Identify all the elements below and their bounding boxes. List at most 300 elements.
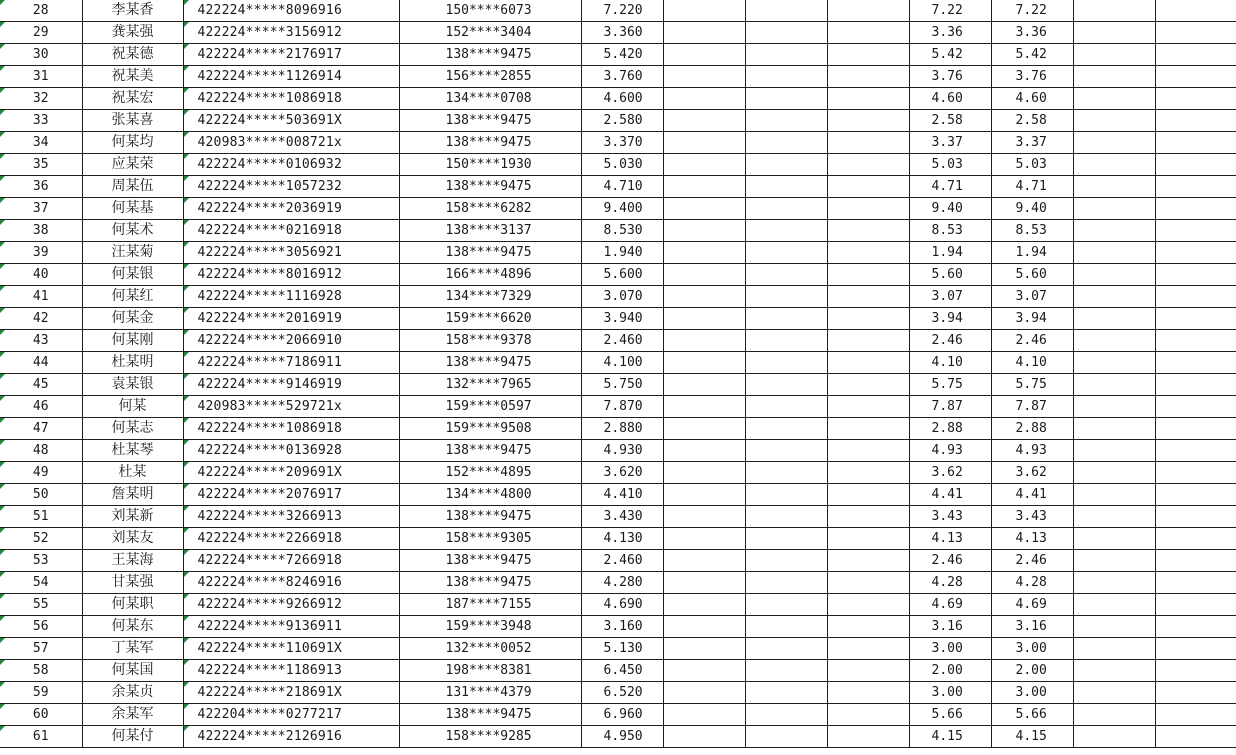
name-cell[interactable] bbox=[82, 594, 183, 616]
value-2-cell[interactable] bbox=[991, 110, 1073, 132]
id-number-cell[interactable] bbox=[183, 418, 399, 440]
empty-cell[interactable] bbox=[663, 528, 745, 550]
value-2-cell[interactable] bbox=[991, 264, 1073, 286]
empty-cell[interactable] bbox=[1073, 616, 1155, 638]
empty-cell[interactable] bbox=[663, 616, 745, 638]
value-1-cell[interactable] bbox=[909, 110, 991, 132]
empty-cell[interactable] bbox=[663, 220, 745, 242]
value-2-cell[interactable] bbox=[991, 22, 1073, 44]
value-2-cell[interactable] bbox=[991, 594, 1073, 616]
empty-cell[interactable] bbox=[1155, 462, 1236, 484]
row-number-cell[interactable] bbox=[0, 594, 82, 616]
amount-cell[interactable] bbox=[581, 88, 663, 110]
empty-cell[interactable] bbox=[1073, 154, 1155, 176]
id-number-cell[interactable] bbox=[183, 66, 399, 88]
empty-cell[interactable] bbox=[1155, 132, 1236, 154]
name-cell[interactable] bbox=[82, 528, 183, 550]
value-1-cell[interactable] bbox=[909, 638, 991, 660]
empty-cell[interactable] bbox=[745, 44, 827, 66]
empty-cell[interactable] bbox=[1155, 220, 1236, 242]
value-2-cell[interactable] bbox=[991, 154, 1073, 176]
name-cell[interactable] bbox=[82, 264, 183, 286]
empty-cell[interactable] bbox=[1155, 660, 1236, 682]
empty-cell[interactable] bbox=[827, 44, 909, 66]
value-2-cell[interactable] bbox=[991, 726, 1073, 748]
empty-cell[interactable] bbox=[827, 550, 909, 572]
amount-cell[interactable] bbox=[581, 220, 663, 242]
empty-cell[interactable] bbox=[745, 198, 827, 220]
row-number-cell[interactable] bbox=[0, 242, 82, 264]
id-number-cell[interactable] bbox=[183, 44, 399, 66]
row-number-cell[interactable] bbox=[0, 704, 82, 726]
row-number-cell[interactable] bbox=[0, 0, 82, 22]
value-2-cell[interactable] bbox=[991, 0, 1073, 22]
value-1-cell[interactable] bbox=[909, 176, 991, 198]
id-number-cell[interactable] bbox=[183, 330, 399, 352]
empty-cell[interactable] bbox=[1155, 264, 1236, 286]
value-2-cell[interactable] bbox=[991, 638, 1073, 660]
phone-cell[interactable] bbox=[399, 154, 581, 176]
name-cell[interactable] bbox=[82, 220, 183, 242]
value-2-cell[interactable] bbox=[991, 462, 1073, 484]
value-2-cell[interactable] bbox=[991, 506, 1073, 528]
empty-cell[interactable] bbox=[663, 110, 745, 132]
name-cell[interactable] bbox=[82, 154, 183, 176]
empty-cell[interactable] bbox=[663, 330, 745, 352]
value-2-cell[interactable] bbox=[991, 660, 1073, 682]
name-cell[interactable] bbox=[82, 418, 183, 440]
phone-cell[interactable] bbox=[399, 418, 581, 440]
empty-cell[interactable] bbox=[745, 594, 827, 616]
empty-cell[interactable] bbox=[827, 594, 909, 616]
amount-cell[interactable] bbox=[581, 396, 663, 418]
empty-cell[interactable] bbox=[1155, 198, 1236, 220]
id-number-cell[interactable] bbox=[183, 88, 399, 110]
phone-cell[interactable] bbox=[399, 264, 581, 286]
empty-cell[interactable] bbox=[1155, 0, 1236, 22]
empty-cell[interactable] bbox=[1155, 44, 1236, 66]
empty-cell[interactable] bbox=[827, 616, 909, 638]
row-number-cell[interactable] bbox=[0, 484, 82, 506]
name-cell[interactable] bbox=[82, 22, 183, 44]
value-1-cell[interactable] bbox=[909, 616, 991, 638]
empty-cell[interactable] bbox=[1073, 418, 1155, 440]
phone-cell[interactable] bbox=[399, 660, 581, 682]
row-number-cell[interactable] bbox=[0, 286, 82, 308]
empty-cell[interactable] bbox=[663, 0, 745, 22]
value-1-cell[interactable] bbox=[909, 726, 991, 748]
phone-cell[interactable] bbox=[399, 352, 581, 374]
empty-cell[interactable] bbox=[745, 440, 827, 462]
id-number-cell[interactable] bbox=[183, 528, 399, 550]
row-number-cell[interactable] bbox=[0, 374, 82, 396]
empty-cell[interactable] bbox=[1073, 396, 1155, 418]
phone-cell[interactable] bbox=[399, 506, 581, 528]
empty-cell[interactable] bbox=[1073, 330, 1155, 352]
value-1-cell[interactable] bbox=[909, 198, 991, 220]
value-1-cell[interactable] bbox=[909, 484, 991, 506]
value-2-cell[interactable] bbox=[991, 308, 1073, 330]
empty-cell[interactable] bbox=[1073, 440, 1155, 462]
empty-cell[interactable] bbox=[663, 506, 745, 528]
empty-cell[interactable] bbox=[745, 616, 827, 638]
row-number-cell[interactable] bbox=[0, 330, 82, 352]
empty-cell[interactable] bbox=[745, 550, 827, 572]
phone-cell[interactable] bbox=[399, 132, 581, 154]
value-2-cell[interactable] bbox=[991, 484, 1073, 506]
phone-cell[interactable] bbox=[399, 528, 581, 550]
phone-cell[interactable] bbox=[399, 726, 581, 748]
empty-cell[interactable] bbox=[663, 396, 745, 418]
phone-cell[interactable] bbox=[399, 330, 581, 352]
value-2-cell[interactable] bbox=[991, 616, 1073, 638]
empty-cell[interactable] bbox=[1155, 330, 1236, 352]
amount-cell[interactable] bbox=[581, 484, 663, 506]
row-number-cell[interactable] bbox=[0, 462, 82, 484]
empty-cell[interactable] bbox=[745, 374, 827, 396]
value-2-cell[interactable] bbox=[991, 220, 1073, 242]
value-1-cell[interactable] bbox=[909, 462, 991, 484]
amount-cell[interactable] bbox=[581, 704, 663, 726]
empty-cell[interactable] bbox=[663, 264, 745, 286]
empty-cell[interactable] bbox=[745, 132, 827, 154]
empty-cell[interactable] bbox=[745, 0, 827, 22]
name-cell[interactable] bbox=[82, 396, 183, 418]
value-2-cell[interactable] bbox=[991, 682, 1073, 704]
amount-cell[interactable] bbox=[581, 264, 663, 286]
empty-cell[interactable] bbox=[663, 198, 745, 220]
empty-cell[interactable] bbox=[745, 396, 827, 418]
empty-cell[interactable] bbox=[745, 638, 827, 660]
empty-cell[interactable] bbox=[663, 176, 745, 198]
empty-cell[interactable] bbox=[827, 176, 909, 198]
id-number-cell[interactable] bbox=[183, 176, 399, 198]
empty-cell[interactable] bbox=[1073, 198, 1155, 220]
amount-cell[interactable] bbox=[581, 528, 663, 550]
empty-cell[interactable] bbox=[827, 198, 909, 220]
row-number-cell[interactable] bbox=[0, 660, 82, 682]
name-cell[interactable] bbox=[82, 110, 183, 132]
empty-cell[interactable] bbox=[663, 572, 745, 594]
row-number-cell[interactable] bbox=[0, 616, 82, 638]
empty-cell[interactable] bbox=[745, 308, 827, 330]
name-cell[interactable] bbox=[82, 176, 183, 198]
empty-cell[interactable] bbox=[663, 440, 745, 462]
name-cell[interactable] bbox=[82, 374, 183, 396]
phone-cell[interactable] bbox=[399, 594, 581, 616]
row-number-cell[interactable] bbox=[0, 110, 82, 132]
row-number-cell[interactable] bbox=[0, 638, 82, 660]
empty-cell[interactable] bbox=[1073, 462, 1155, 484]
empty-cell[interactable] bbox=[827, 506, 909, 528]
empty-cell[interactable] bbox=[827, 0, 909, 22]
phone-cell[interactable] bbox=[399, 220, 581, 242]
id-number-cell[interactable] bbox=[183, 660, 399, 682]
empty-cell[interactable] bbox=[663, 660, 745, 682]
amount-cell[interactable] bbox=[581, 638, 663, 660]
empty-cell[interactable] bbox=[663, 726, 745, 748]
empty-cell[interactable] bbox=[1073, 110, 1155, 132]
empty-cell[interactable] bbox=[1155, 176, 1236, 198]
amount-cell[interactable] bbox=[581, 352, 663, 374]
name-cell[interactable] bbox=[82, 88, 183, 110]
amount-cell[interactable] bbox=[581, 616, 663, 638]
empty-cell[interactable] bbox=[1155, 154, 1236, 176]
id-number-cell[interactable] bbox=[183, 396, 399, 418]
empty-cell[interactable] bbox=[1073, 176, 1155, 198]
row-number-cell[interactable] bbox=[0, 154, 82, 176]
empty-cell[interactable] bbox=[1073, 0, 1155, 22]
amount-cell[interactable] bbox=[581, 594, 663, 616]
empty-cell[interactable] bbox=[745, 154, 827, 176]
name-cell[interactable] bbox=[82, 638, 183, 660]
phone-cell[interactable] bbox=[399, 704, 581, 726]
name-cell[interactable] bbox=[82, 572, 183, 594]
phone-cell[interactable] bbox=[399, 308, 581, 330]
empty-cell[interactable] bbox=[745, 242, 827, 264]
empty-cell[interactable] bbox=[745, 220, 827, 242]
empty-cell[interactable] bbox=[663, 308, 745, 330]
amount-cell[interactable] bbox=[581, 110, 663, 132]
id-number-cell[interactable] bbox=[183, 242, 399, 264]
amount-cell[interactable] bbox=[581, 440, 663, 462]
phone-cell[interactable] bbox=[399, 242, 581, 264]
phone-cell[interactable] bbox=[399, 44, 581, 66]
value-2-cell[interactable] bbox=[991, 704, 1073, 726]
name-cell[interactable] bbox=[82, 440, 183, 462]
value-2-cell[interactable] bbox=[991, 330, 1073, 352]
name-cell[interactable] bbox=[82, 704, 183, 726]
empty-cell[interactable] bbox=[663, 484, 745, 506]
id-number-cell[interactable] bbox=[183, 572, 399, 594]
amount-cell[interactable] bbox=[581, 154, 663, 176]
empty-cell[interactable] bbox=[663, 638, 745, 660]
amount-cell[interactable] bbox=[581, 418, 663, 440]
empty-cell[interactable] bbox=[745, 176, 827, 198]
name-cell[interactable] bbox=[82, 506, 183, 528]
id-number-cell[interactable] bbox=[183, 462, 399, 484]
name-cell[interactable] bbox=[82, 132, 183, 154]
value-2-cell[interactable] bbox=[991, 374, 1073, 396]
empty-cell[interactable] bbox=[827, 440, 909, 462]
empty-cell[interactable] bbox=[1155, 440, 1236, 462]
empty-cell[interactable] bbox=[745, 286, 827, 308]
empty-cell[interactable] bbox=[663, 44, 745, 66]
row-number-cell[interactable] bbox=[0, 220, 82, 242]
value-2-cell[interactable] bbox=[991, 88, 1073, 110]
value-1-cell[interactable] bbox=[909, 330, 991, 352]
name-cell[interactable] bbox=[82, 308, 183, 330]
id-number-cell[interactable] bbox=[183, 638, 399, 660]
value-1-cell[interactable] bbox=[909, 550, 991, 572]
name-cell[interactable] bbox=[82, 616, 183, 638]
empty-cell[interactable] bbox=[745, 682, 827, 704]
empty-cell[interactable] bbox=[827, 704, 909, 726]
empty-cell[interactable] bbox=[827, 396, 909, 418]
empty-cell[interactable] bbox=[1155, 726, 1236, 748]
empty-cell[interactable] bbox=[827, 352, 909, 374]
phone-cell[interactable] bbox=[399, 440, 581, 462]
empty-cell[interactable] bbox=[827, 682, 909, 704]
name-cell[interactable] bbox=[82, 550, 183, 572]
empty-cell[interactable] bbox=[1155, 242, 1236, 264]
value-1-cell[interactable] bbox=[909, 154, 991, 176]
phone-cell[interactable] bbox=[399, 374, 581, 396]
name-cell[interactable] bbox=[82, 352, 183, 374]
value-1-cell[interactable] bbox=[909, 682, 991, 704]
amount-cell[interactable] bbox=[581, 66, 663, 88]
value-1-cell[interactable] bbox=[909, 594, 991, 616]
value-1-cell[interactable] bbox=[909, 132, 991, 154]
empty-cell[interactable] bbox=[663, 22, 745, 44]
value-1-cell[interactable] bbox=[909, 220, 991, 242]
name-cell[interactable] bbox=[82, 0, 183, 22]
id-number-cell[interactable] bbox=[183, 506, 399, 528]
value-1-cell[interactable] bbox=[909, 0, 991, 22]
name-cell[interactable] bbox=[82, 682, 183, 704]
empty-cell[interactable] bbox=[1155, 396, 1236, 418]
id-number-cell[interactable] bbox=[183, 616, 399, 638]
empty-cell[interactable] bbox=[827, 154, 909, 176]
name-cell[interactable] bbox=[82, 242, 183, 264]
value-1-cell[interactable] bbox=[909, 308, 991, 330]
name-cell[interactable] bbox=[82, 286, 183, 308]
phone-cell[interactable] bbox=[399, 572, 581, 594]
empty-cell[interactable] bbox=[827, 484, 909, 506]
id-number-cell[interactable] bbox=[183, 264, 399, 286]
phone-cell[interactable] bbox=[399, 198, 581, 220]
empty-cell[interactable] bbox=[663, 352, 745, 374]
phone-cell[interactable] bbox=[399, 66, 581, 88]
phone-cell[interactable] bbox=[399, 22, 581, 44]
empty-cell[interactable] bbox=[827, 88, 909, 110]
id-number-cell[interactable] bbox=[183, 352, 399, 374]
empty-cell[interactable] bbox=[663, 88, 745, 110]
empty-cell[interactable] bbox=[1073, 484, 1155, 506]
id-number-cell[interactable] bbox=[183, 0, 399, 22]
amount-cell[interactable] bbox=[581, 308, 663, 330]
value-1-cell[interactable] bbox=[909, 352, 991, 374]
amount-cell[interactable] bbox=[581, 682, 663, 704]
empty-cell[interactable] bbox=[1073, 242, 1155, 264]
amount-cell[interactable] bbox=[581, 660, 663, 682]
empty-cell[interactable] bbox=[1073, 88, 1155, 110]
phone-cell[interactable] bbox=[399, 682, 581, 704]
empty-cell[interactable] bbox=[1155, 374, 1236, 396]
id-number-cell[interactable] bbox=[183, 726, 399, 748]
row-number-cell[interactable] bbox=[0, 550, 82, 572]
value-2-cell[interactable] bbox=[991, 176, 1073, 198]
name-cell[interactable] bbox=[82, 484, 183, 506]
empty-cell[interactable] bbox=[1073, 638, 1155, 660]
value-1-cell[interactable] bbox=[909, 88, 991, 110]
empty-cell[interactable] bbox=[1073, 374, 1155, 396]
amount-cell[interactable] bbox=[581, 176, 663, 198]
id-number-cell[interactable] bbox=[183, 550, 399, 572]
row-number-cell[interactable] bbox=[0, 440, 82, 462]
phone-cell[interactable] bbox=[399, 0, 581, 22]
empty-cell[interactable] bbox=[1155, 616, 1236, 638]
value-2-cell[interactable] bbox=[991, 242, 1073, 264]
empty-cell[interactable] bbox=[1155, 550, 1236, 572]
value-2-cell[interactable] bbox=[991, 550, 1073, 572]
amount-cell[interactable] bbox=[581, 726, 663, 748]
value-2-cell[interactable] bbox=[991, 352, 1073, 374]
row-number-cell[interactable] bbox=[0, 44, 82, 66]
empty-cell[interactable] bbox=[827, 374, 909, 396]
row-number-cell[interactable] bbox=[0, 88, 82, 110]
empty-cell[interactable] bbox=[1155, 66, 1236, 88]
empty-cell[interactable] bbox=[1155, 572, 1236, 594]
phone-cell[interactable] bbox=[399, 110, 581, 132]
empty-cell[interactable] bbox=[1155, 110, 1236, 132]
amount-cell[interactable] bbox=[581, 572, 663, 594]
name-cell[interactable] bbox=[82, 660, 183, 682]
empty-cell[interactable] bbox=[1073, 726, 1155, 748]
row-number-cell[interactable] bbox=[0, 726, 82, 748]
id-number-cell[interactable] bbox=[183, 22, 399, 44]
value-1-cell[interactable] bbox=[909, 506, 991, 528]
value-1-cell[interactable] bbox=[909, 22, 991, 44]
empty-cell[interactable] bbox=[1073, 572, 1155, 594]
value-1-cell[interactable] bbox=[909, 572, 991, 594]
value-1-cell[interactable] bbox=[909, 396, 991, 418]
amount-cell[interactable] bbox=[581, 286, 663, 308]
id-number-cell[interactable] bbox=[183, 154, 399, 176]
empty-cell[interactable] bbox=[1073, 220, 1155, 242]
empty-cell[interactable] bbox=[745, 462, 827, 484]
value-2-cell[interactable] bbox=[991, 198, 1073, 220]
row-number-cell[interactable] bbox=[0, 308, 82, 330]
empty-cell[interactable] bbox=[745, 264, 827, 286]
empty-cell[interactable] bbox=[827, 572, 909, 594]
empty-cell[interactable] bbox=[1155, 704, 1236, 726]
name-cell[interactable] bbox=[82, 462, 183, 484]
empty-cell[interactable] bbox=[1155, 286, 1236, 308]
empty-cell[interactable] bbox=[1155, 638, 1236, 660]
value-1-cell[interactable] bbox=[909, 528, 991, 550]
empty-cell[interactable] bbox=[1073, 44, 1155, 66]
empty-cell[interactable] bbox=[663, 66, 745, 88]
empty-cell[interactable] bbox=[1155, 308, 1236, 330]
empty-cell[interactable] bbox=[745, 330, 827, 352]
amount-cell[interactable] bbox=[581, 44, 663, 66]
empty-cell[interactable] bbox=[827, 418, 909, 440]
empty-cell[interactable] bbox=[745, 726, 827, 748]
empty-cell[interactable] bbox=[1073, 528, 1155, 550]
empty-cell[interactable] bbox=[827, 462, 909, 484]
value-2-cell[interactable] bbox=[991, 418, 1073, 440]
amount-cell[interactable] bbox=[581, 330, 663, 352]
empty-cell[interactable] bbox=[827, 264, 909, 286]
empty-cell[interactable] bbox=[1155, 528, 1236, 550]
empty-cell[interactable] bbox=[1073, 22, 1155, 44]
value-1-cell[interactable] bbox=[909, 44, 991, 66]
value-2-cell[interactable] bbox=[991, 528, 1073, 550]
value-2-cell[interactable] bbox=[991, 440, 1073, 462]
id-number-cell[interactable] bbox=[183, 704, 399, 726]
amount-cell[interactable] bbox=[581, 462, 663, 484]
value-1-cell[interactable] bbox=[909, 440, 991, 462]
empty-cell[interactable] bbox=[827, 528, 909, 550]
value-2-cell[interactable] bbox=[991, 396, 1073, 418]
value-1-cell[interactable] bbox=[909, 660, 991, 682]
amount-cell[interactable] bbox=[581, 506, 663, 528]
name-cell[interactable] bbox=[82, 726, 183, 748]
empty-cell[interactable] bbox=[1073, 506, 1155, 528]
empty-cell[interactable] bbox=[1073, 704, 1155, 726]
empty-cell[interactable] bbox=[745, 88, 827, 110]
